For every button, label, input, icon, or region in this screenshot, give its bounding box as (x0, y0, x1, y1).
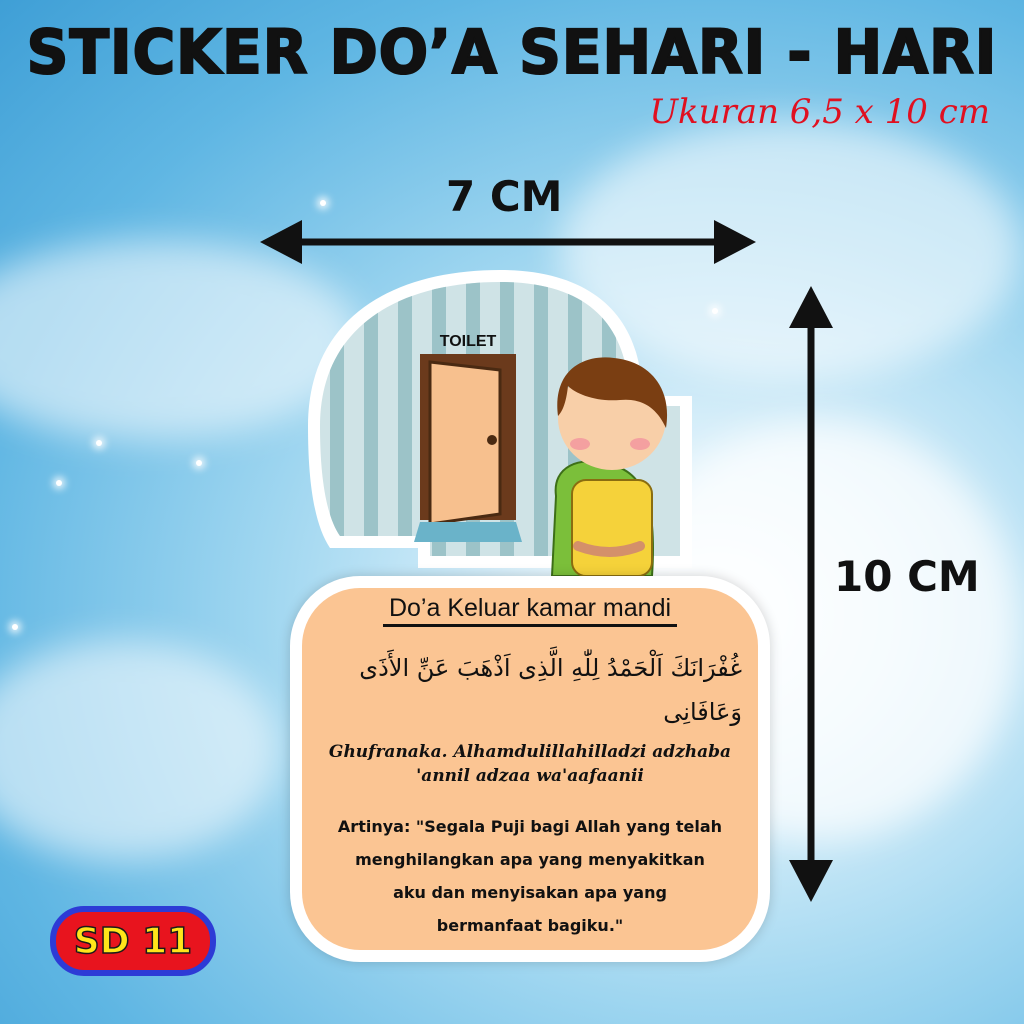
height-arrow-bottom-head (789, 860, 833, 902)
doa-card (290, 576, 770, 962)
meaning-text (306, 810, 754, 942)
width-arrow-left-head (260, 220, 302, 264)
product-code-badge: SD 11 (50, 906, 216, 976)
arabic-prayer-text: غُفْرَانَكَ اَلْحَمْدُ لِلّٰهِ الَّذِى اَذْهَبَ عَنِّ الأَذَى وَعَافَانِى (359, 654, 742, 726)
bathroom-illustration (300, 266, 700, 586)
size-subtitle: Ukuran 6,5 x 10 cm (649, 92, 990, 132)
door-mat (414, 522, 522, 542)
width-label: 7 CM (446, 172, 563, 221)
meaning-line: menghilangkan apa yang menyakitkan (355, 850, 705, 869)
meaning-line: bermanfaat bagiku." (436, 916, 624, 935)
meaning-line: aku dan menyisakan apa yang (393, 883, 667, 902)
transliteration-text (308, 740, 752, 788)
height-arrow-top-head (789, 286, 833, 328)
card-title (302, 594, 758, 623)
transliteration-line: Ghufranaka. Alhamdulillahilladzi adzhaba (328, 742, 732, 762)
page-title: STICKER DO’A SEHARI - HARI (26, 16, 998, 88)
transliteration-line: 'annil adzaa wa'aafaanii (416, 766, 644, 786)
width-arrow-right-head (714, 220, 756, 264)
card-title-text: Do’a Keluar kamar mandi (383, 594, 677, 627)
height-label: 10 CM (834, 552, 980, 601)
door-sign: TOILET (439, 333, 497, 350)
meaning-line: Artinya: "Segala Puji bagi Allah yang telah (337, 817, 723, 836)
